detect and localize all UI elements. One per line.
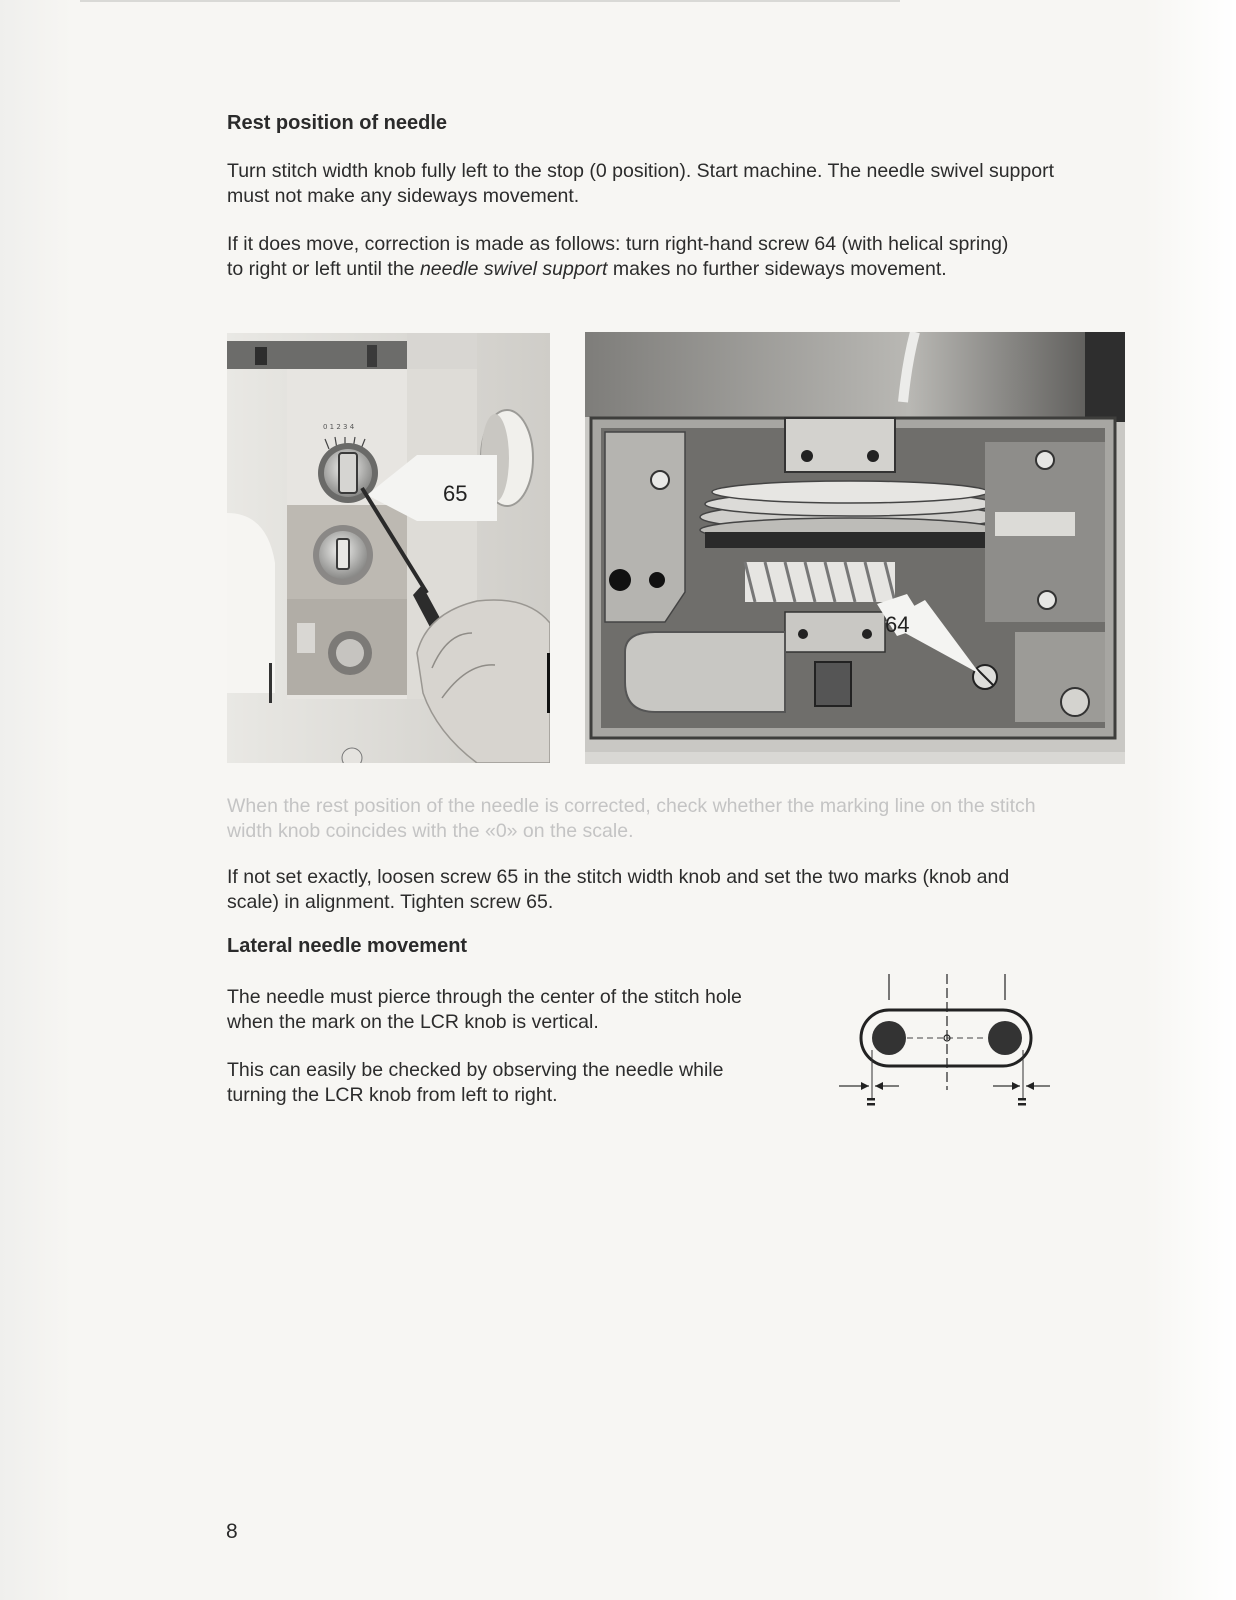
photo-needle-mechanism (585, 332, 1125, 764)
paragraph-check-marking: When the rest position of the needle is corrected, check whether the marking line on the stitch width knob coincides with the «0» on the scale. (227, 795, 1036, 842)
scan-top-edge (80, 0, 900, 2)
paragraph-check-lcr: This can easily be checked by observing the needle while turning the LCR knob from left to right. (227, 1059, 724, 1106)
page-number: 8 (226, 1520, 238, 1543)
correction-text-start: If it does move, correction is made as follows: turn right-hand screw 64 (with helical spring) to right or left until the (227, 233, 1009, 280)
paragraph-correction (227, 232, 1027, 282)
paragraph-loosen-screw: If not set exactly, loosen screw 65 in the stitch width knob and set the two marks (knob and scale) in alignment. Tighten screw 65. (227, 866, 1010, 913)
paragraph-needle-pierce: The needle must pierce through the center of the stitch hole when the mark on the LCR knob is vertical. (227, 986, 742, 1033)
callout-65: 65 (443, 481, 468, 506)
correction-text-end: makes no further sideways movement. (607, 258, 947, 280)
paragraph-turn-knob: Turn stitch width knob fully left to the stop (0 position). Start machine. The needle swivel support must not make any sideways movement. (227, 160, 1054, 207)
heading-lateral-movement: Lateral needle movement (227, 935, 468, 957)
photo-stitch-width-knob (227, 333, 550, 763)
heading-rest-position: Rest position of needle (227, 112, 448, 134)
correction-text-italic: needle swivel support (419, 258, 608, 280)
page-edge-highlight (1144, 0, 1236, 1600)
stitch-hole-diagram (835, 970, 1055, 1120)
page-edge-shadow (0, 0, 72, 1600)
callout-64: 64 (885, 612, 910, 637)
dial-scale-text: 0 1 2 3 4 (323, 423, 355, 431)
